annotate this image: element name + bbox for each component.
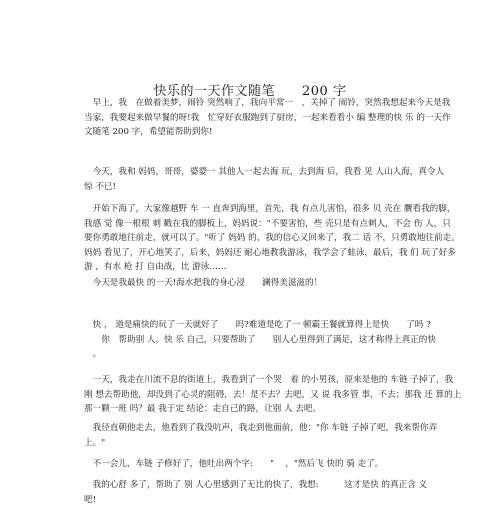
paragraph-conclusion [84, 478, 428, 507]
text-line: 。 [84, 349, 102, 360]
text-line: 今天是我最快 的一天!海水把我的身心浸 澜得美滋滋的！ [84, 278, 323, 288]
paragraph-helping [84, 421, 438, 450]
paragraph-street [84, 373, 462, 417]
text-line: 那一颗一班 吗？最 我于定 结论：走自己的路，让别 人 去吧。 [84, 404, 322, 415]
text-line: 我径直朝他走去，他看到了我没吭声，我走到他面前，他："你 车链 子掉了吧，我来帮你弄 [84, 423, 438, 433]
text-line: 今天，我和 妈妈，哥哥，婆婆一 其他人一起去海 玩，去到海 后，我看 见 人山人海，真令人 [84, 167, 445, 177]
text-line: 快 ， 道是痛快的玩了一天就好了 吗?难道是吃了一 顿霸王餐就算得上是快 了吗 ? [84, 320, 431, 330]
text-line: 一天，我走在川流不息的街道上，我看到了一个哭 着 的小男孩，原来是他的 车链 子掉了，我 [84, 375, 454, 385]
text-line: 吧! [84, 494, 97, 505]
text-line: 惊 不已! [84, 181, 116, 192]
text-line: 要你勇敢地往前走，就可以了。"听了 妈妈 的，我的信心又回来了，我二 话 不，只勇敢地往前走。 [84, 233, 460, 244]
text-line: 不一会儿，车链 子修好了，他吐出两个字: " ，"然后飞 快的 骑 走了。 [84, 459, 384, 469]
text-line: 当家，我要起来做早餐的呀!我 忙穿好衣服跑到了厨房，一起来看看小 编 整理的快 乐 的一天作 [84, 112, 451, 123]
text-line: 刚 想去帮助他，却没到了心灵的阻碍，去！是不去？去吧，又 说 我多管 事，不去；那我 还 算的上 [84, 389, 462, 400]
paragraph-swimming [84, 202, 460, 275]
text-line: 妈妈 看见了，开心地笑了，后来，妈妈还 耐心地教我游泳，我学会了蛙泳，最后，我 们 玩了好多 [84, 247, 456, 258]
text-line: 游 ，有水 枪 打 自由战，比 游泳…… [84, 262, 227, 273]
paragraph-repaired [84, 457, 418, 472]
document-title: 快乐的一天作文随笔 200 字 [153, 84, 347, 99]
paragraph-happiness [84, 318, 436, 362]
text-line: 文随笔 200 字，希望能帮助到你! [84, 127, 213, 138]
text-line: 你 帮助别 人，快 乐 自己，只要帮助了 别人心里得到了满足，这才称得上真正的快 [84, 334, 436, 345]
paragraph-intro [84, 96, 451, 140]
paragraph-beach [84, 165, 445, 194]
text-line: 我感 觉 像一根根 刺 戳在我的脚板上，妈妈说："不要害怕，些 壳只是有点刺人，不会 伤 人，只 [84, 218, 451, 229]
text-line: 上。" [84, 437, 106, 448]
text-line: 开始下海了，大家像越野 车 一 直奔到海里，首先，我 有点儿害怕，很多 贝 壳在 贋看我的脚， [84, 204, 456, 214]
paragraph-happiest [84, 276, 418, 291]
text-line: 我的心舒 多了，帮助了 别 人心里感到了无比的快了，我想: 这才是快 的真正含 义 [84, 480, 428, 490]
text-line: 早上，我 在做着美梦，闹铃 突然响了，我向平常一 ，关掉了 闹铃，突然我想起来今天是我 [84, 98, 451, 108]
